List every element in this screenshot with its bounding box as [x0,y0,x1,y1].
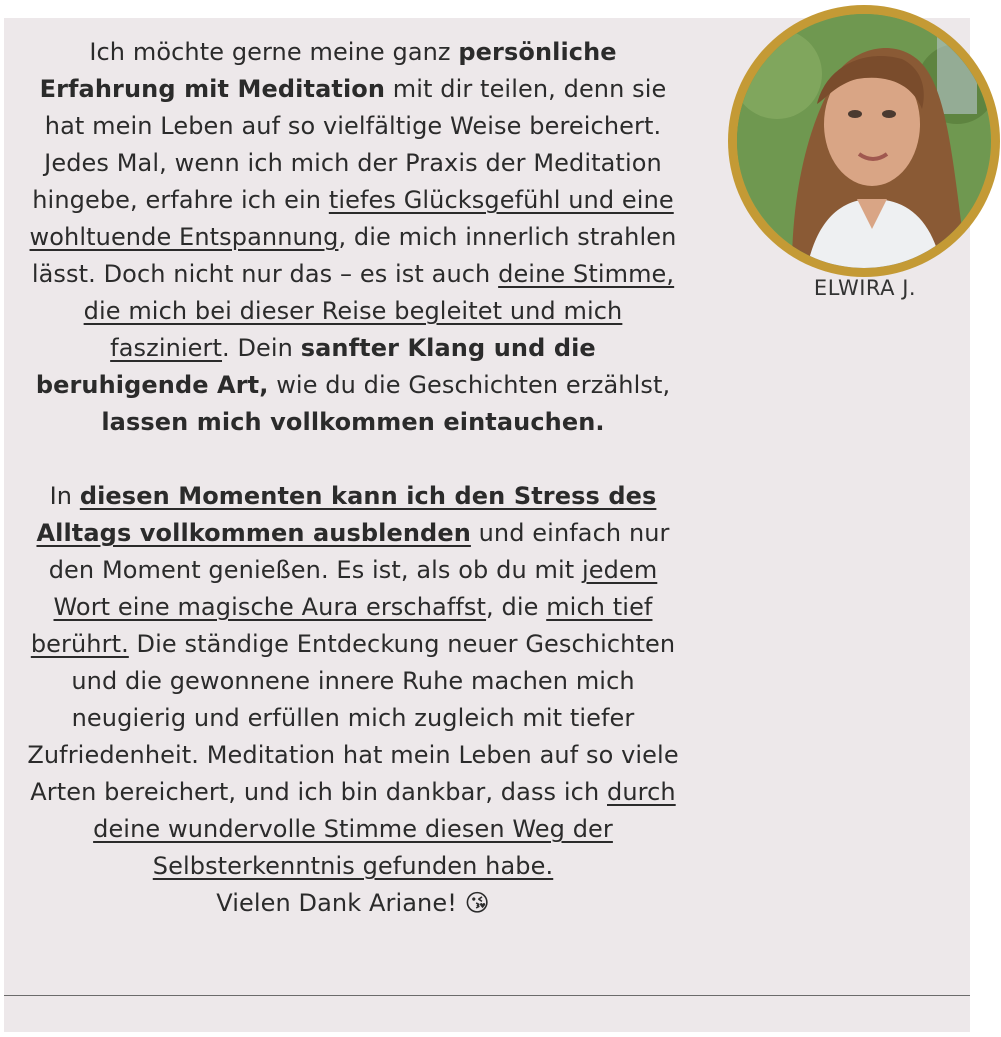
text-span: . Dein [222,334,301,362]
underlined-text: durch deine wundervolle Stimme diesen Weg der Selbsterkenntnis gefunden habe. [93,778,676,880]
text-span: In [49,482,80,510]
underlined-text: tiefes Glücksgefühl und eine wohltuende Entspannung [29,186,674,251]
bold-text: lassen mich vollkommen eintauchen. [101,408,605,436]
bold-text: sanfter Klang und die beruhigende Art, [35,334,596,399]
text-span: mit dir teilen, denn sie hat mein Leben auf so vielfältige Weise bereichert. Jedes Mal, wenn ich mich der Praxis der Meditation hingebe, erfahre ich ein [32,75,667,214]
author-name: ELWIRA J. [813,276,917,300]
text-span: wie du die Geschichten erzählst, [268,371,671,399]
underlined-text: deine Stimme, die mich bei dieser Reise begleitet und mich fasziniert [83,260,675,362]
testimonial-paragraph-1 [24,34,682,441]
text-span: Die ständige Entdeckung neuer Geschichten und die gewonnene innere Ruhe machen mich neugierig und erfüllen mich zugleich mit tiefer Zufriedenheit. Meditation hat mein Leben auf so viele Arten bereichert, und ich bin dankbar, dass ich [27,630,679,806]
bold-text: persönliche Erfahrung mit Meditation [39,38,617,103]
testimonial-text [24,34,682,922]
avatar [737,14,991,268]
underlined-text: mich tief berührt. [30,593,653,658]
underlined-text: jedem Wort eine magische Aura erschaffst [53,556,658,621]
testimonial-paragraph-2 [24,478,682,885]
text-span: und einfach nur den Moment genießen. Es ist, als ob du mit [48,519,670,584]
text-span: Ich möchte gerne meine ganz [89,38,459,66]
divider [4,995,970,996]
paragraph-spacer [24,441,682,478]
closing-line: Vielen Dank Ariane! 😘 [216,889,490,917]
bold-underlined-text: diesen Momenten kann ich den Stress des Alltags vollkommen ausblenden [36,482,657,547]
text-span: , die [486,593,547,621]
text-span: , die mich innerlich strahlen lässt. Doch nicht nur das – es ist auch [31,223,677,288]
avatar-ring [728,5,1000,277]
portrait-photo-icon [737,14,991,268]
